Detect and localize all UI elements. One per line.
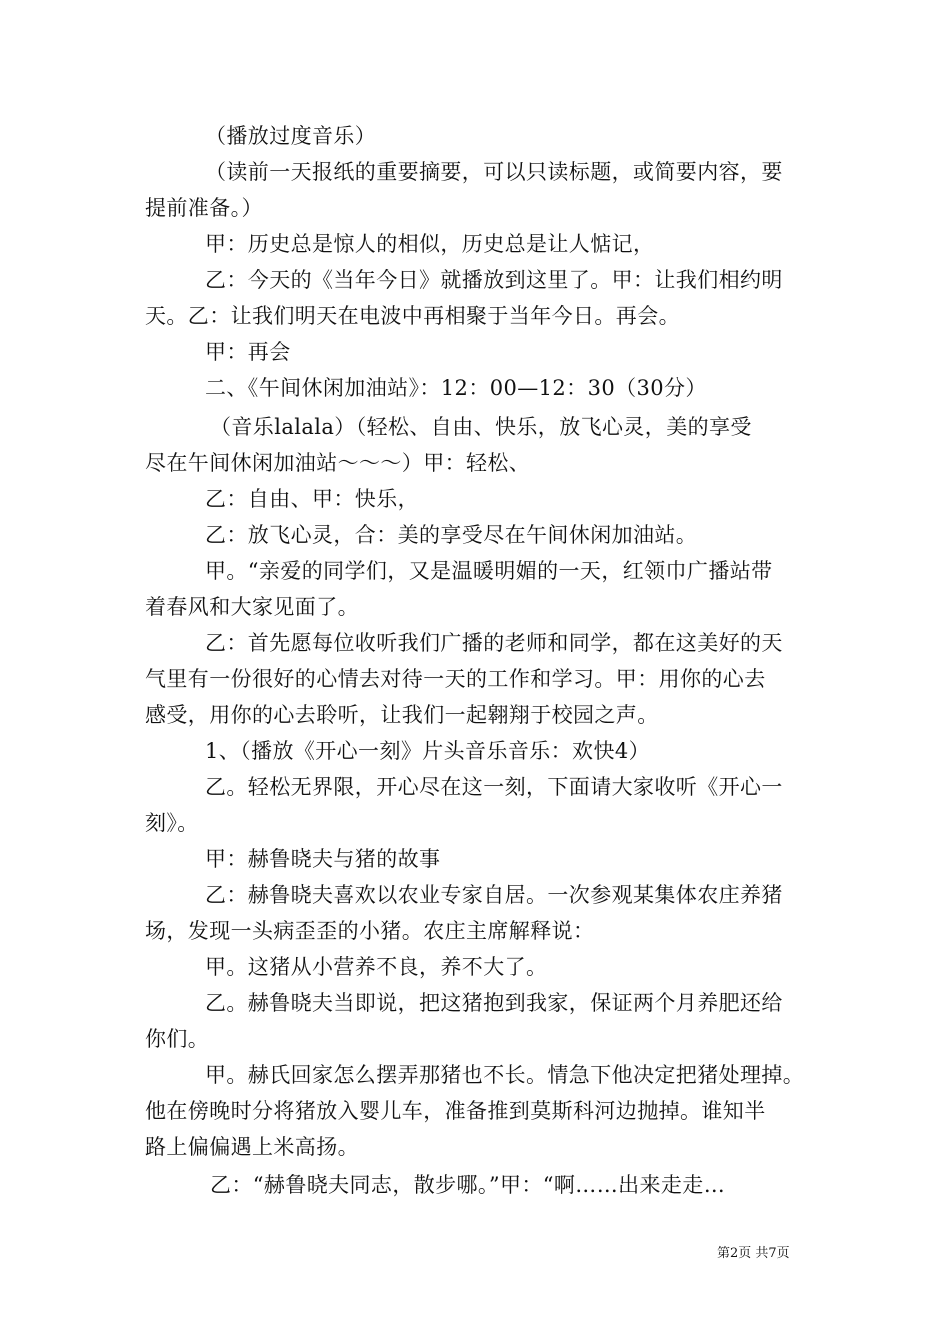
text-line: 乙。赫鲁晓夫当即说，把这猪抱到我家，保证两个月养肥还给 — [205, 991, 783, 1015]
text-line: 甲。赫氏回家怎么摆弄那猪也不长。情急下他决定把猪处理掉。 — [205, 1063, 805, 1087]
text-line: 乙：自由、甲：快乐， — [205, 487, 419, 511]
text-line: 感受，用你的心去聆听，让我们一起翱翔于校园之声。 — [145, 703, 659, 727]
text-line: 乙：“赫鲁晓夫同志，散步哪。”甲：“啊……出来走走… — [210, 1173, 726, 1197]
text-line: 路上偏偏遇上米高扬。 — [145, 1135, 359, 1159]
text-line: 甲：赫鲁晓夫与猪的故事 — [205, 847, 441, 871]
text-line: （播放过度音乐） — [205, 124, 377, 148]
text-line: 尽在午间休闲加油站～～～）甲：轻松、 — [145, 451, 531, 475]
text-line: 乙：今天的《当年今日》就播放到这里了。甲：让我们相约明 — [205, 268, 783, 292]
text-line: 1、（播放《开心一刻》片头音乐音乐：欢快4） — [205, 739, 651, 763]
text-line: 他在傍晚时分将猪放入婴儿车，准备推到莫斯科河边抛掉。谁知半 — [145, 1099, 766, 1123]
page-number: 第2页 共7页 — [717, 1246, 790, 1261]
text-line: 乙：首先愿每位收听我们广播的老师和同学，都在这美好的天 — [205, 631, 783, 655]
text-line: 甲：再会 — [205, 340, 291, 364]
text-line: 甲。“亲爱的同学们，又是温暖明媚的一天，红领巾广播站带 — [205, 559, 773, 583]
text-line: 乙：放飞心灵，合：美的享受尽在午间休闲加油站。 — [205, 523, 698, 547]
text-line: （读前一天报纸的重要摘要，可以只读标题，或简要内容，要 — [205, 160, 783, 184]
text-line: 乙。轻松无界限，开心尽在这一刻，下面请大家收听《开心一 — [205, 775, 783, 799]
text-line: 气里有一份很好的心情去对待一天的工作和学习。甲：用你的心去 — [145, 667, 766, 691]
text-line: 甲。这猪从小营养不良，养不大了。 — [205, 955, 548, 979]
text-line: 提前准备。） — [145, 196, 263, 220]
text-line: 天。乙：让我们明天在电波中再相聚于当年今日。再会。 — [145, 304, 680, 328]
text-line: （音乐lalala）（轻松、自由、快乐，放飞心灵，美的享受 — [210, 415, 752, 439]
text-line: 刻》。 — [145, 811, 199, 835]
text-line: 乙：赫鲁晓夫喜欢以农业专家自居。一次参观某集体农庄养猪 — [205, 883, 783, 907]
section-heading: 二、《午间休闲加油站》：12：00—12：30（30分） — [205, 376, 707, 400]
text-line: 场，发现一头病歪歪的小猪。农庄主席解释说： — [145, 919, 595, 943]
text-line: 你们。 — [145, 1027, 210, 1051]
text-line: 着春风和大家见面了。 — [145, 595, 359, 619]
text-line: 甲：历史总是惊人的相似，历史总是让人惦记， — [205, 232, 655, 256]
